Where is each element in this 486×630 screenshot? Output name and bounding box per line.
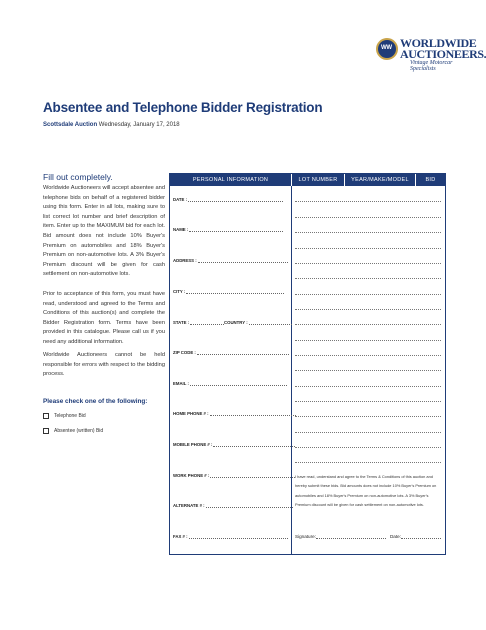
header-personal-information: PERSONAL INFORMATION bbox=[192, 177, 269, 183]
work-phone-input-line[interactable] bbox=[210, 474, 295, 478]
lot-entry-line[interactable] bbox=[295, 248, 441, 249]
lot-entry-line[interactable] bbox=[295, 201, 441, 202]
city-input-line[interactable] bbox=[186, 290, 284, 294]
country-field[interactable] bbox=[224, 320, 292, 325]
zip-code-input-line[interactable] bbox=[197, 351, 289, 355]
name-label: NAME : bbox=[173, 227, 189, 232]
email-label: EMAIL : bbox=[173, 381, 189, 386]
lot-entry-line[interactable] bbox=[295, 324, 441, 325]
lot-entry-line[interactable] bbox=[295, 416, 441, 417]
date-field[interactable] bbox=[173, 197, 283, 202]
page-title: Absentee and Telephone Bidder Registration bbox=[43, 100, 323, 115]
fax-input-line[interactable] bbox=[189, 535, 288, 539]
absentee-bid-label: Absentee (written) Bid bbox=[54, 428, 104, 434]
lot-entry-line[interactable] bbox=[295, 278, 441, 279]
alternate-phone-label: ALTERNATE # : bbox=[173, 503, 205, 508]
lot-entry-line[interactable] bbox=[295, 370, 441, 371]
auction-date: Wednesday, January 17, 2018 bbox=[98, 122, 180, 128]
bid-declaration-text: I have read, understand and agree to the Terms & Conditions of this auction and hereby submit these bids. Bid amounts does not include 10% Buyer's Premium on automobiles and 18% Buyer's Premium on non-automotive lots. A 3% Buyer's Premium discount will be given for cash settlement on non-automotive lots. bbox=[295, 474, 437, 507]
auction-subtitle bbox=[43, 122, 180, 128]
lot-entry-line[interactable] bbox=[295, 340, 441, 341]
home-phone-input-line[interactable] bbox=[210, 412, 296, 416]
alternate-phone-field[interactable] bbox=[173, 503, 293, 508]
address-input-line[interactable] bbox=[198, 259, 288, 263]
logo-tagline: Vintage Motorcar Specialists bbox=[410, 60, 453, 72]
column-divider bbox=[291, 186, 292, 554]
bidder-registration-form bbox=[169, 173, 446, 555]
lot-entry-line[interactable] bbox=[295, 217, 441, 218]
logo-word-worldwide: WORLDWIDE bbox=[400, 36, 477, 50]
lot-entry-line[interactable] bbox=[295, 294, 441, 295]
telephone-bid-checkbox[interactable] bbox=[43, 413, 49, 419]
date-signed-input-line[interactable] bbox=[401, 535, 441, 539]
name-field[interactable] bbox=[173, 227, 283, 232]
logo-word-auctioneers: AUCTIONEERS. bbox=[400, 47, 486, 61]
alternate-phone-input-line[interactable] bbox=[206, 504, 293, 508]
lot-entry-line[interactable] bbox=[295, 355, 441, 356]
logo-seal-icon: WW bbox=[376, 38, 398, 60]
country-input-line[interactable] bbox=[249, 321, 292, 325]
mobile-phone-field[interactable] bbox=[173, 442, 295, 447]
country-label: COUNTRY : bbox=[224, 320, 248, 325]
terms-paragraph: Prior to acceptance of this form, you must have read, understood and agreed to the Terms and Conditions of this auction(s) and complete the Bidder Registration form. Terms have been provided in this catalogue. Please call us if you need any additional information. bbox=[43, 291, 165, 345]
signature-label: Signature: bbox=[295, 534, 316, 539]
worldwide-auctioneers-logo bbox=[376, 36, 486, 76]
auction-location: Scottsdale Auction bbox=[43, 122, 98, 128]
fill-out-heading: Fill out completely. bbox=[43, 172, 113, 182]
header-bid: BID bbox=[425, 177, 436, 183]
work-phone-label: WORK PHONE # : bbox=[173, 473, 210, 478]
form-header-bar bbox=[170, 174, 445, 186]
city-label: CITY : bbox=[173, 289, 186, 294]
lot-entry-line[interactable] bbox=[295, 462, 441, 463]
mobile-phone-input-line[interactable] bbox=[213, 443, 295, 447]
date-input-line[interactable] bbox=[188, 198, 283, 202]
lot-entry-line[interactable] bbox=[295, 309, 441, 310]
telephone-bid-label: Telephone Bid bbox=[54, 413, 86, 419]
disclaimer-paragraph: Worldwide Auctioneers cannot be held responsible for errors with respect to the bidding process. bbox=[43, 352, 165, 378]
fax-label: FAX # : bbox=[173, 534, 188, 539]
address-field[interactable] bbox=[173, 258, 288, 263]
header-lot-number: LOT NUMBER bbox=[298, 177, 338, 183]
lot-entry-line[interactable] bbox=[295, 432, 441, 433]
header-year-make-model: YEAR/MAKE/MODEL bbox=[351, 177, 409, 183]
zip-code-field[interactable] bbox=[173, 350, 289, 355]
fax-field[interactable] bbox=[173, 534, 288, 539]
lot-entry-line[interactable] bbox=[295, 232, 441, 233]
city-field[interactable] bbox=[173, 289, 284, 294]
lot-entry-line[interactable] bbox=[295, 447, 441, 448]
home-phone-label: HOME PHONE # : bbox=[173, 411, 209, 416]
address-label: ADDRESS : bbox=[173, 258, 197, 263]
email-field[interactable] bbox=[173, 381, 287, 386]
email-input-line[interactable] bbox=[190, 382, 287, 386]
signature-field[interactable] bbox=[295, 534, 441, 539]
telephone-bid-option[interactable] bbox=[43, 413, 86, 419]
date-label: DATE : bbox=[173, 197, 188, 202]
lot-entry-line[interactable] bbox=[295, 401, 441, 402]
state-field[interactable] bbox=[173, 320, 224, 325]
home-phone-field[interactable] bbox=[173, 411, 296, 416]
state-label: STATE : bbox=[173, 320, 190, 325]
date-signed-label: Date: bbox=[389, 534, 401, 539]
lot-entry-line[interactable] bbox=[295, 386, 441, 387]
state-input-line[interactable] bbox=[190, 321, 224, 325]
zip-code-label: ZIP CODE : bbox=[173, 350, 196, 355]
signature-input-line[interactable] bbox=[316, 535, 386, 539]
absentee-bid-option[interactable] bbox=[43, 428, 103, 434]
name-input-line[interactable] bbox=[189, 228, 283, 232]
work-phone-field[interactable] bbox=[173, 473, 295, 478]
mobile-phone-label: MOBILE PHONE # : bbox=[173, 442, 213, 447]
absentee-bid-checkbox[interactable] bbox=[43, 428, 49, 434]
lot-entry-line[interactable] bbox=[295, 263, 441, 264]
check-one-heading: Please check one of the following: bbox=[43, 398, 148, 405]
instructions-paragraph: Worldwide Auctioneers will accept absentee and telephone bids on behalf of a registered bidder using this form. Enter in all lots, making sure to list correct lot number and brief description of item. Enter up to the MAXIMUM bid for each lot. Bid amount does not include 10% Buyer's Premium on automobiles and 18% Buyer's Premium on non-automotive lots. A 3% Buyer's Premium discount will be given for cash settlement on non-automotive lots. bbox=[43, 185, 165, 278]
